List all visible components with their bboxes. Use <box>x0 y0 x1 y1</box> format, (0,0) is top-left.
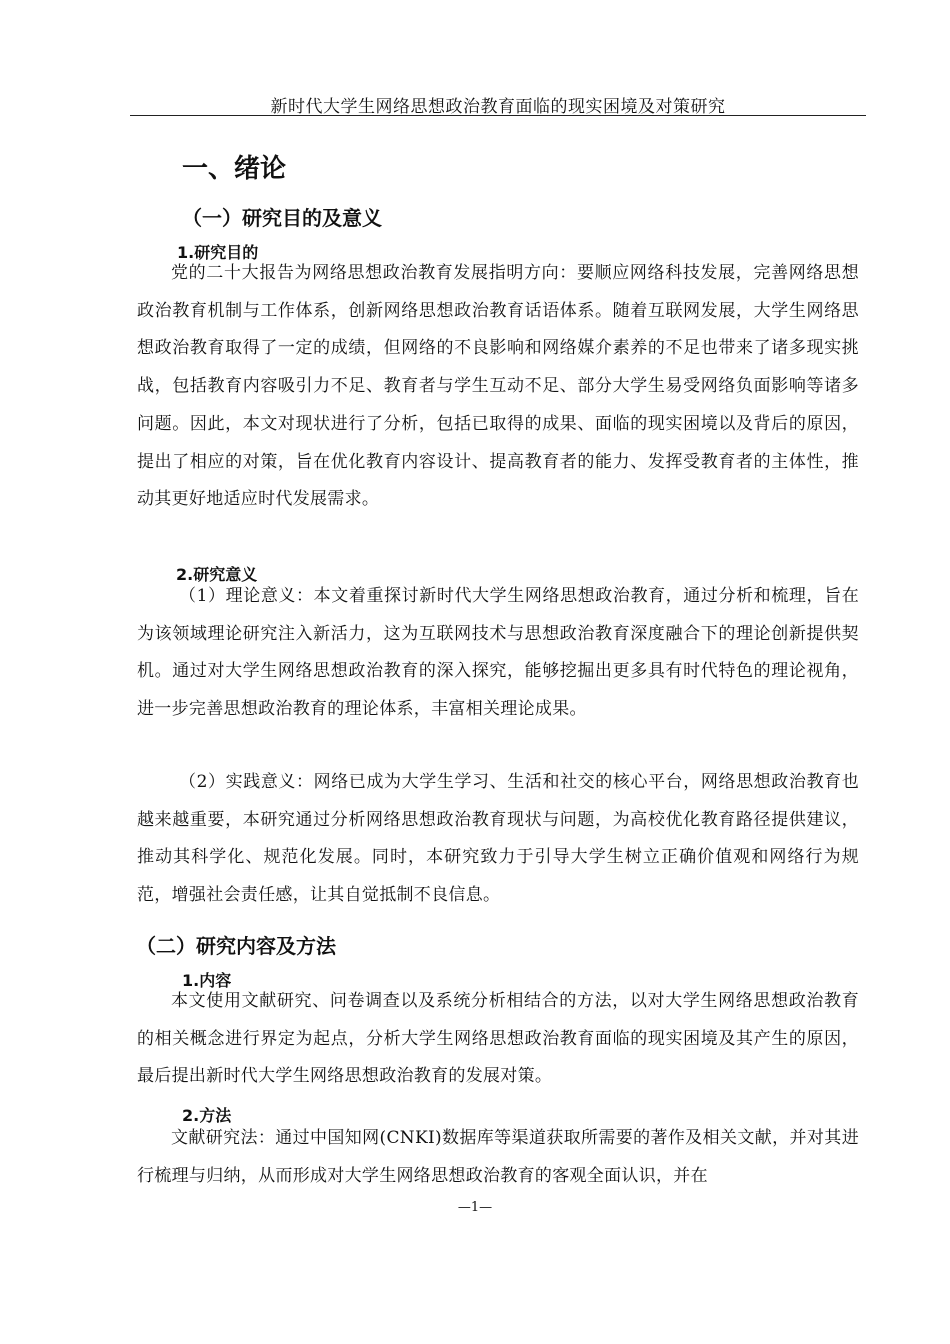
paragraph-purpose: 党的二十大报告为网络思想政治教育发展指明方向：要顺应网络科技发展，完善网络思想政治教育机制与工作体系，创新网络思想政治教育话语体系。随着互联网发展，大学生网络思想政治教育取得了一定的成绩，但网络的不良影响和网络媒介素养的不足也带来了诸多现实挑战，包括教育内容吸引力不足、教育者与学生互动不足、部分大学生易受网络负面影响等诸多问题。因此，本文对现状进行了分析，包括已取得的成果、面临的现实困境以及背后的原因，提出了相应的对策，旨在优化教育内容设计、提高教育者的能力、发挥受教育者的主体性，推动其更好地适应时代发展需求。 <box>137 263 859 510</box>
section-heading-purpose: （一）研究目的及意义 <box>182 206 382 230</box>
section-heading-content-method: （二）研究内容及方法 <box>136 934 336 958</box>
chapter-heading: 一、绪论 <box>182 154 287 184</box>
header-rule <box>130 115 866 116</box>
subsection-heading-method: 2.方法 <box>182 1106 232 1125</box>
page-number: —1— <box>457 1200 493 1215</box>
subsection-heading-purpose: 1.研究目的 <box>177 243 259 262</box>
paragraph-practice-significance: （2）实践意义：网络已成为大学生学习、生活和社交的核心平台，网络思想政治教育也越来越重要，本研究通过分析网络思想政治教育现状与问题，为高校优化教育路径提供建议，推动其科学化、规范化发展。同时，本研究致力于引导大学生树立正确价值观和网络行为规范，增强社会责任感，让其自觉抵制不良信息。 <box>137 772 859 906</box>
paragraph-content: 本文使用文献研究、问卷调查以及系统分析相结合的方法，以对大学生网络思想政治教育的相关概念进行界定为起点，分析大学生网络思想政治教育面临的现实困境及其产生的原因，最后提出新时代大学生网络思想政治教育的发展对策。 <box>137 991 859 1087</box>
paragraph-theory-significance: （1）理论意义：本文着重探讨新时代大学生网络思想政治教育，通过分析和梳理，旨在为该领域理论研究注入新活力，这为互联网技术与思想政治教育深度融合下的理论创新提供契机。通过对大学生网络思想政治教育的深入探究，能够挖掘出更多具有时代特色的理论视角，进一步完善思想政治教育的理论体系，丰富相关理论成果。 <box>137 586 859 720</box>
subsection-heading-significance: 2.研究意义 <box>176 565 258 584</box>
subsection-heading-content: 1.内容 <box>182 971 232 990</box>
paragraph-method: 文献研究法：通过中国知网(CNKI)数据库等渠道获取所需要的著作及相关文献，并对其进行梳理与归纳，从而形成对大学生网络思想政治教育的客观全面认识，并在 <box>137 1128 859 1186</box>
running-header: 新时代大学生网络思想政治教育面临的现实困境及对策研究 <box>270 97 726 117</box>
